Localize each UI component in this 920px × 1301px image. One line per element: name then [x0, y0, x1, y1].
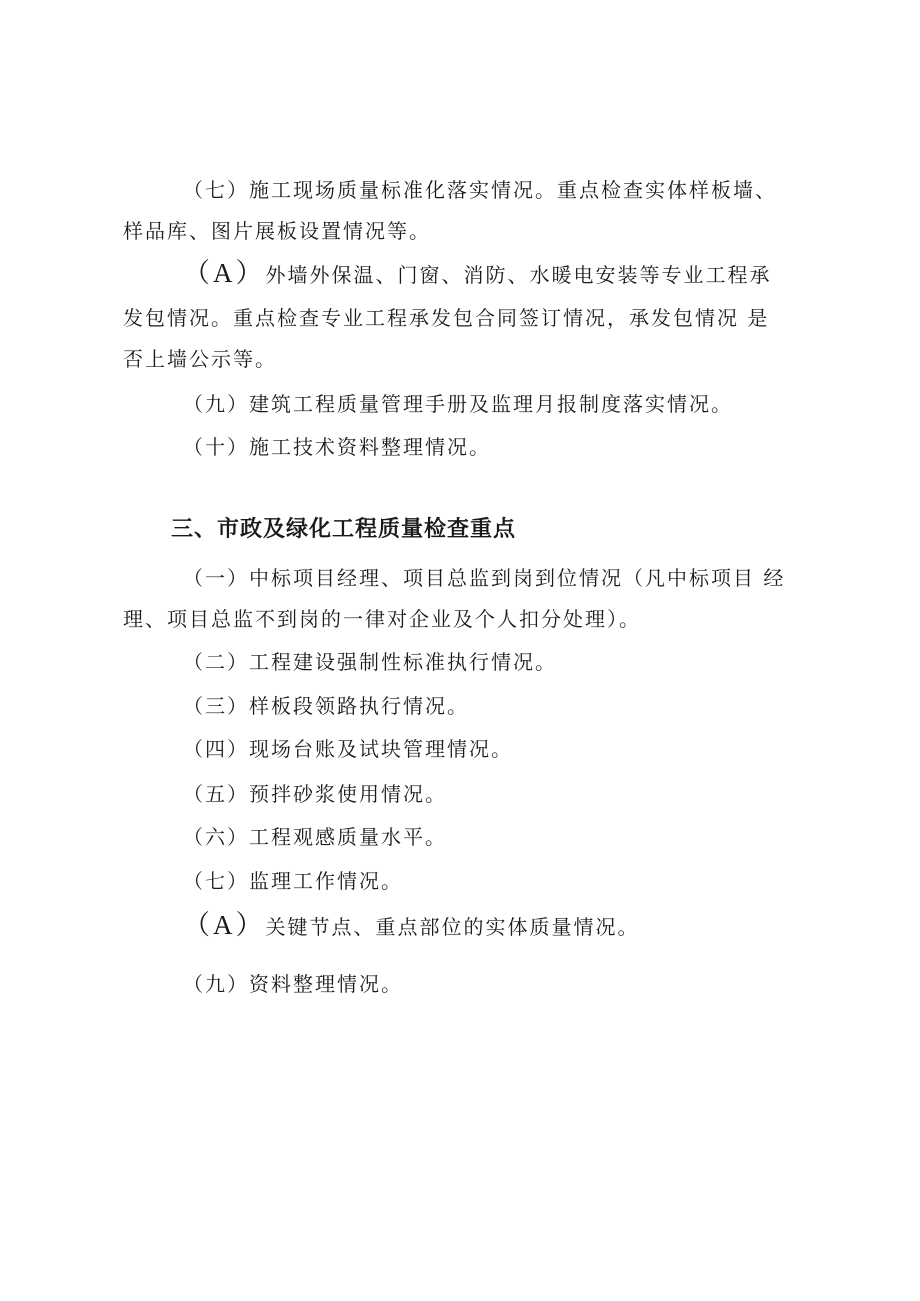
s3-item3: （三）样板段领路执行情况。 — [183, 694, 469, 718]
s3-item9: （九）资料整理情况。 — [183, 972, 403, 996]
s3-item8-marker: （A） — [183, 910, 266, 940]
s3-item8-text: 关键节点、重点部位的实体质量情况。 — [265, 915, 640, 939]
s2-item10: （十）施工技术资料整理情况。 — [183, 435, 491, 459]
s3-item2: （二）工程建设强制性标准执行情况。 — [183, 650, 557, 674]
s3-item6: （六）工程观感质量水平。 — [183, 825, 447, 849]
s3-item7: （七）监理工作情况。 — [183, 869, 403, 893]
s2-item8-text: 外墙外保温、门窗、消防、水暖电安装等专业工程承 — [265, 263, 772, 287]
s2-item8-line2: 发包情况。重点检查专业工程承发包合同签订情况，承发包情况 是 — [123, 306, 770, 330]
s3-item4: （四）现场台账及试块管理情况。 — [183, 737, 513, 761]
s3-item1-line1: （一）中标项目经理、项目总监到岗到位情况（凡中标项目 经 — [183, 566, 786, 590]
s2-item7-line2: 样品库、图片展板设置情况等。 — [123, 219, 431, 243]
s2-item9: （九）建筑工程质量管理手册及监理月报制度落实情况。 — [183, 392, 733, 416]
section3-heading: 三、市政及绿化工程质量检查重点 — [171, 517, 517, 542]
s2-item7-line1: （七）施工现场质量标准化落实情况。重点检查实体样板墙、 — [183, 178, 777, 202]
s2-item8-line1 — [183, 258, 772, 290]
s3-item8 — [183, 910, 640, 942]
s2-item8-line3: 否上墙公示等。 — [123, 347, 277, 371]
s3-item1-line2: 理、项目总监不到岗的一律对企业及个人扣分处理）。 — [123, 607, 641, 631]
s2-item8-marker: （A） — [183, 258, 266, 288]
s3-item5: （五）预拌砂浆使用情况。 — [183, 782, 447, 806]
